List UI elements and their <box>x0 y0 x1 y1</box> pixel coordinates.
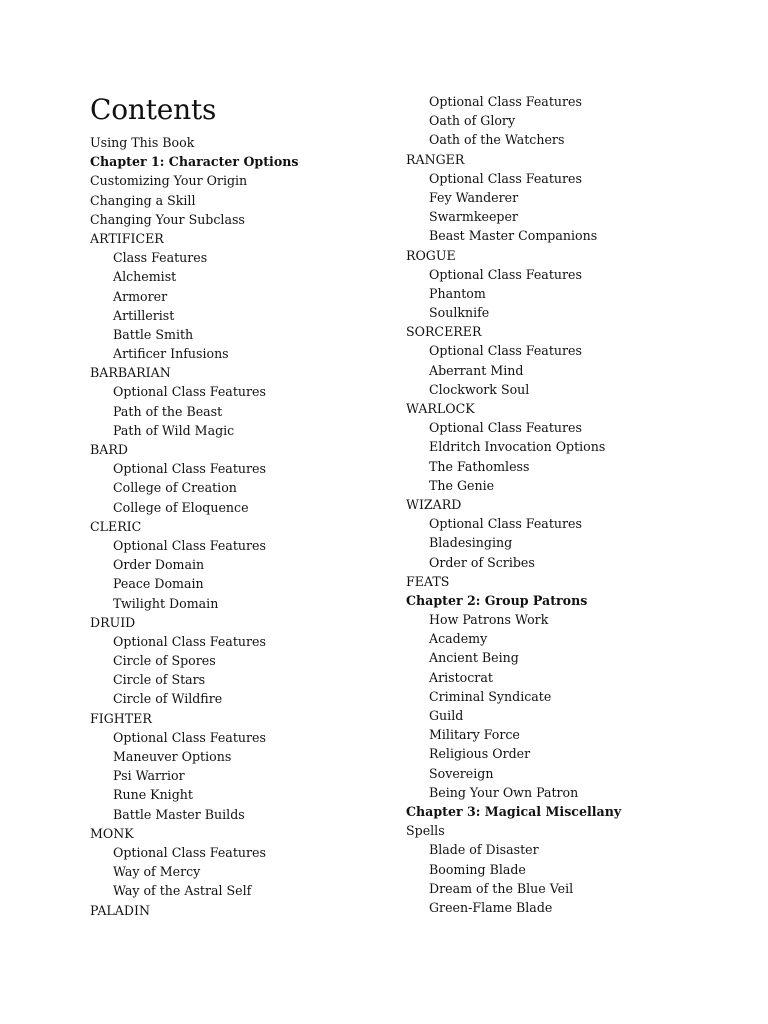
toc-subsection-entry: College of Creation <box>113 480 237 496</box>
toc-section-entry: PALADIN <box>90 902 150 918</box>
toc-subsection-entry: Optional Class Features <box>429 170 582 186</box>
toc-subsection-entry: Circle of Stars <box>113 672 206 688</box>
toc-subsection-entry: Optional Class Features <box>113 633 266 649</box>
toc-subsection-entry: The Genie <box>429 477 495 493</box>
toc-subsection-entry: Optional Class Features <box>113 384 266 400</box>
toc-subsection-entry: Eldritch Invocation Options <box>429 439 606 455</box>
toc-subsection-entry: Fey Wanderer <box>429 189 519 205</box>
toc-section-entry: RANGER <box>406 151 465 167</box>
toc-subsection-entry: Swarmkeeper <box>429 209 518 225</box>
toc-subsection-entry: Psi Warrior <box>113 768 185 784</box>
toc-subsection-entry: College of Eloquence <box>113 499 249 515</box>
toc-section-entry: Spells <box>406 823 445 839</box>
toc-subsection-entry: Circle of Wildfire <box>113 691 223 707</box>
toc-subsection-entry: Optional Class Features <box>429 420 582 436</box>
page-title: Contents <box>90 93 217 126</box>
toc-chapter-heading: Chapter 3: Magical Miscellany <box>406 803 622 819</box>
toc-section-entry: FEATS <box>406 573 450 589</box>
toc-subsection-entry: Blade of Disaster <box>429 842 539 858</box>
toc-subsection-entry: Alchemist <box>113 269 177 285</box>
toc-section-entry: BARBARIAN <box>90 365 171 381</box>
toc-section-entry: Changing Your Subclass <box>90 211 245 227</box>
toc-section-entry: DRUID <box>90 614 136 630</box>
toc-subsection-entry: Oath of Glory <box>429 113 516 129</box>
toc-subsection-entry: Phantom <box>429 285 486 301</box>
toc-subsection-entry: Class Features <box>113 250 208 266</box>
toc-subsection-entry: Optional Class Features <box>429 94 582 109</box>
toc-subsection-entry: Battle Smith <box>113 326 194 342</box>
toc-section-entry: Using This Book <box>90 135 195 150</box>
toc-subsection-entry: Artificer Infusions <box>113 346 229 362</box>
toc-subsection-entry: Way of Mercy <box>113 864 201 880</box>
toc-right-column <box>406 92 621 917</box>
toc-subsection-entry: Beast Master Companions <box>429 228 598 244</box>
toc-section-entry: FIGHTER <box>90 710 152 726</box>
toc-subsection-entry: Artillerist <box>113 307 175 323</box>
toc-subsection-entry: Peace Domain <box>113 576 204 592</box>
toc-subsection-entry: Clockwork Soul <box>429 381 530 397</box>
toc-subsection-entry: Ancient Being <box>429 650 519 666</box>
toc-subsection-entry: Optional Class Features <box>429 516 582 532</box>
toc-subsection-entry: Green-Flame Blade <box>429 899 553 915</box>
toc-subsection-entry: Criminal Syndicate <box>429 688 552 704</box>
toc-subsection-entry: Circle of Spores <box>113 653 216 669</box>
toc-subsection-entry: Religious Order <box>429 746 531 762</box>
toc-section-entry: Changing a Skill <box>90 192 196 208</box>
toc-subsection-entry: Optional Class Features <box>429 343 582 359</box>
toc-subsection-entry: Aristocrat <box>429 669 493 685</box>
toc-subsection-entry: Optional Class Features <box>113 461 266 477</box>
toc-subsection-entry: Sovereign <box>429 765 494 781</box>
toc-subsection-entry: Booming Blade <box>429 861 526 877</box>
toc-section-entry: ROGUE <box>406 247 456 263</box>
toc-subsection-entry: Being Your Own Patron <box>429 784 579 800</box>
toc-subsection-entry: Rune Knight <box>113 787 193 803</box>
toc-subsection-entry: Optional Class Features <box>429 266 582 282</box>
toc-subsection-entry: Dream of the Blue Veil <box>429 880 574 896</box>
toc-subsection-entry: Battle Master Builds <box>113 806 245 822</box>
toc-section-entry: CLERIC <box>90 518 142 534</box>
toc-chapter-heading: Chapter 1: Character Options <box>90 154 299 170</box>
toc-section-entry: Customizing Your Origin <box>90 173 248 189</box>
toc-subsection-entry: The Fathomless <box>429 458 530 474</box>
toc-chapter-heading: Chapter 2: Group Patrons <box>406 592 588 608</box>
toc-section-entry: SORCERER <box>406 324 482 340</box>
toc-subsection-entry: Oath of the Watchers <box>429 132 565 148</box>
toc-subsection-entry: Twilight Domain <box>113 595 219 611</box>
toc-subsection-entry: Guild <box>429 708 464 723</box>
toc-subsection-entry: Optional Class Features <box>113 729 266 745</box>
toc-subsection-entry: Armorer <box>113 288 168 304</box>
toc-subsection-entry: Order of Scribes <box>429 554 535 570</box>
toc-section-entry: WARLOCK <box>406 401 475 416</box>
toc-subsection-entry: Bladesinging <box>429 535 513 551</box>
toc-section-entry: MONK <box>90 825 134 841</box>
toc-subsection-entry: How Patrons Work <box>429 612 549 628</box>
toc-subsection-entry: Way of the Astral Self <box>113 883 252 899</box>
toc-section-entry: ARTIFICER <box>90 230 164 246</box>
toc-subsection-entry: Path of the Beast <box>113 403 223 419</box>
toc-subsection-entry: Path of Wild Magic <box>113 422 235 438</box>
toc-left-column <box>90 133 298 920</box>
toc-subsection-entry: Maneuver Options <box>113 749 232 764</box>
toc-subsection-entry: Academy <box>429 631 488 647</box>
toc-section-entry: WIZARD <box>406 496 462 512</box>
toc-subsection-entry: Optional Class Features <box>113 537 266 553</box>
toc-subsection-entry: Military Force <box>429 727 520 743</box>
toc-section-entry: BARD <box>90 442 128 457</box>
toc-subsection-entry: Aberrant Mind <box>429 362 524 378</box>
toc-subsection-entry: Soulknife <box>429 305 490 321</box>
toc-subsection-entry: Optional Class Features <box>113 844 266 860</box>
toc-subsection-entry: Order Domain <box>113 557 205 573</box>
